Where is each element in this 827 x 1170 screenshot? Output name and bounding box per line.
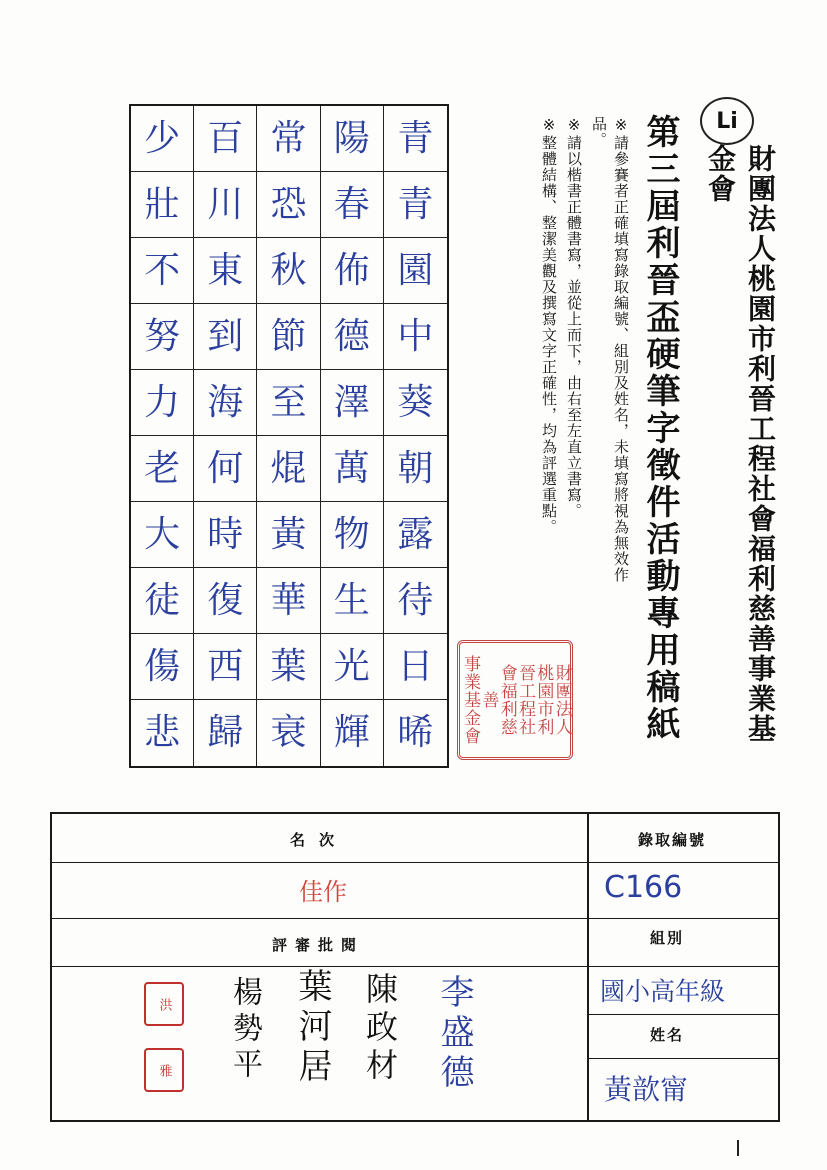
seal-column: 會福利慈	[496, 664, 517, 736]
seal-column: 桃園市利	[533, 664, 554, 736]
grid-cell: 力	[131, 370, 194, 436]
note-item: ※請以楷書正體書寫，並從上而下，由右至左直立書寫。	[565, 116, 583, 519]
seal-column: 善	[478, 691, 499, 709]
grid-cell: 傷	[131, 634, 194, 700]
admission-label: 錄取編號	[638, 831, 707, 849]
judge-signature: 葉河居	[292, 968, 332, 1088]
grid-cell: 海	[194, 370, 257, 436]
judge-signature: 陳政材	[361, 972, 399, 1086]
review-label: 評審批閱	[272, 936, 365, 954]
group-value: 國小高年級	[600, 977, 726, 1006]
grid-cell: 少	[131, 106, 194, 172]
seal-column: 晉工程社	[515, 664, 536, 736]
grid-cell: 園	[384, 238, 447, 304]
name-value: 黃歆甯	[604, 1073, 689, 1106]
grid-cell: 節	[257, 304, 320, 370]
grid-cell: 努	[131, 304, 194, 370]
instruction-notes	[538, 116, 632, 606]
stray-mark	[737, 1140, 739, 1156]
judge-signature: 楊勢平	[227, 976, 262, 1084]
judge-stamp: 洪	[144, 982, 184, 1026]
form-divider	[587, 1058, 778, 1059]
grid-cell: 百	[194, 106, 257, 172]
note-item: ※整體結構、整潔美觀及撰寫文字正確性，均為評選重點。	[540, 116, 558, 535]
grid-cell: 日	[384, 634, 447, 700]
grid-cell: 待	[384, 568, 447, 634]
form-divider	[52, 966, 778, 967]
note-item: ※請參賽者正確填寫錄取編號、組別及姓名，未填寫將視為無效作品。	[590, 116, 630, 583]
grid-cell: 時	[194, 502, 257, 568]
grid-cell: 常	[257, 106, 320, 172]
grid-cell: 壯	[131, 172, 194, 238]
rank-label: 名次	[290, 831, 349, 849]
form-divider	[52, 918, 778, 919]
grid-cell: 澤	[321, 370, 384, 436]
grid-cell: 黃	[257, 502, 320, 568]
calligraphy-grid	[129, 104, 449, 768]
foundation-logo: Li	[700, 97, 754, 145]
name-label: 姓名	[650, 1026, 685, 1044]
grid-cell: 萬	[321, 436, 384, 502]
event-title: 第三屆利晉盃硬筆字徵件活動專用稿紙	[640, 114, 680, 743]
group-label: 組別	[650, 929, 685, 947]
grid-cell: 大	[131, 502, 194, 568]
grid-cell: 華	[257, 568, 320, 634]
grid-cell: 悲	[131, 700, 194, 766]
grid-cell: 輝	[321, 700, 384, 766]
grid-cell: 葵	[384, 370, 447, 436]
grid-cell: 復	[194, 568, 257, 634]
form-divider	[587, 814, 589, 1120]
grid-cell: 佈	[321, 238, 384, 304]
grid-cell: 物	[321, 502, 384, 568]
grid-cell: 生	[321, 568, 384, 634]
judge-signature: 李盛德	[434, 974, 474, 1094]
grid-cell: 徒	[131, 568, 194, 634]
grid-cell: 老	[131, 436, 194, 502]
organization-title: 財團法人桃園市利晉工程社會福利慈善事業基金會	[704, 144, 777, 744]
grid-cell: 朝	[384, 436, 447, 502]
grid-cell: 歸	[194, 700, 257, 766]
grid-cell: 秋	[257, 238, 320, 304]
evaluation-form	[50, 812, 780, 1122]
grid-cell: 中	[384, 304, 447, 370]
grid-cell: 川	[194, 172, 257, 238]
form-divider	[587, 1014, 778, 1015]
rank-value: 佳作	[299, 878, 347, 906]
grid-cell: 葉	[257, 634, 320, 700]
admission-value: C166	[604, 870, 683, 905]
grid-cell: 露	[384, 502, 447, 568]
form-divider	[52, 862, 778, 863]
seal-column: 事業基金會	[460, 655, 481, 745]
grid-cell: 德	[321, 304, 384, 370]
grid-cell: 不	[131, 238, 194, 304]
grid-cell: 至	[257, 370, 320, 436]
grid-cell: 東	[194, 238, 257, 304]
grid-cell: 青	[384, 106, 447, 172]
grid-cell: 到	[194, 304, 257, 370]
grid-cell: 衰	[257, 700, 320, 766]
grid-cell: 陽	[321, 106, 384, 172]
grid-cell: 恐	[257, 172, 320, 238]
foundation-seal	[457, 640, 573, 760]
grid-cell: 焜	[257, 436, 320, 502]
grid-cell: 春	[321, 172, 384, 238]
grid-cell: 光	[321, 634, 384, 700]
grid-cell: 西	[194, 634, 257, 700]
seal-column: 財團法人	[551, 664, 572, 736]
judge-stamp: 雅	[144, 1048, 184, 1092]
grid-cell: 何	[194, 436, 257, 502]
grid-cell: 晞	[397, 712, 434, 753]
grid-cell: 青	[384, 172, 447, 238]
